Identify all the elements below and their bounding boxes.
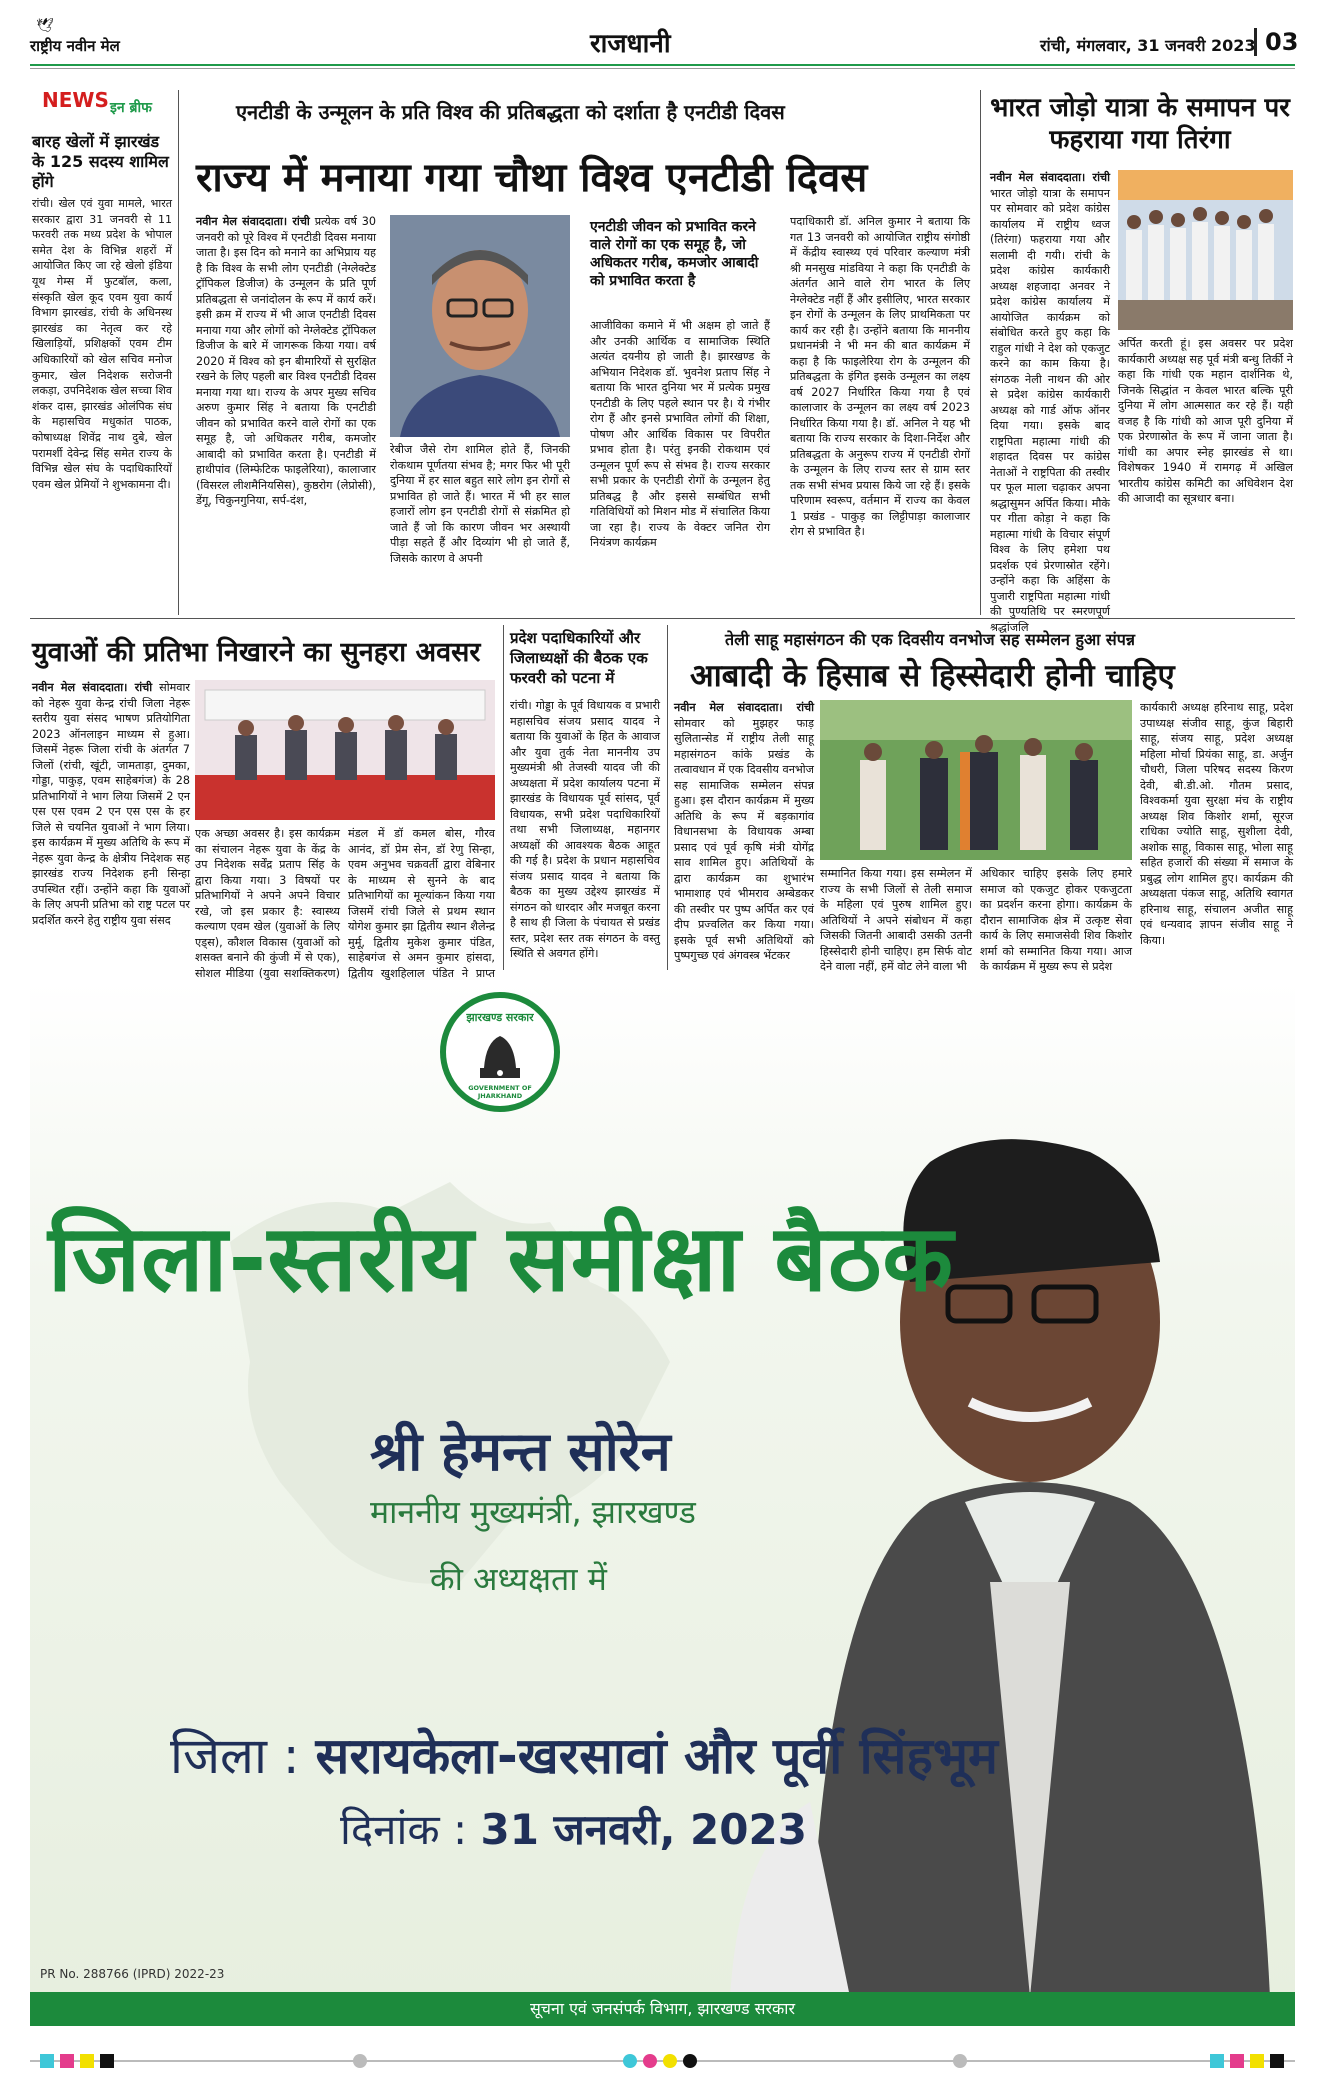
bjy-column-2: अर्पित करती हूं। इस अवसर पर प्रदेश कार्यकारी अध्यक्ष सह पूर्व मंत्री बन्धु तिर्की ने कहा कि गांधी एक महान दार्शनिक थे, जिनके सिद्धांत न केवल भारत बल्कि पूरी दुनिया में लोग आत्मसात कर रहे हैं। यही वजह है कि गांधी को आज पूरी दुनिया में एक प्रेरणास्रोत के रूप में जाना जाता है। गांधी का अपार स्नेह झारखंड से था। विशेषकर 1940 में रामगढ़ में अखिल भारतीय कांग्रेस कमिटी का अधिवेशन देश की आजादी का सूत्रधार बना।: [1118, 337, 1293, 505]
bjy-flag-photo: [1118, 170, 1293, 330]
ad-footer: सूचना एवं जनसंपर्क विभाग, झारखण्ड सरकार: [30, 1992, 1295, 2026]
column-divider: [503, 625, 504, 970]
crowd-illustration: [1118, 170, 1293, 330]
ad-title: जिला-स्तरीय समीक्षा बैठक: [48, 1205, 955, 1312]
bjy-column-1: [990, 170, 1110, 634]
ad-chief-minister-name: श्री हेमन्त सोरेन: [370, 1420, 671, 1483]
meeting-headline: प्रदेश पदाधिकारियों और जिलाध्यक्षों की बैठक एक फरवरी को पटना में: [510, 629, 648, 687]
ad-district-value: सरायकेला-खरसावां और पूर्वी सिंहभूम: [315, 1727, 998, 1785]
ntd-column-3: आजीविका कमाने में भी अक्षम हो जाते हैं और उनकी आर्थिक व सामाजिक स्थिति अत्यंत दयनीय हो जाती है। झारखण्ड के अभियान निदेशक डॉ. भुवनेश प्रताप सिंह ने बताया कि भारत दुनिया भर में प्रत्येक प्रमुख एनटीडी के लिए पहले स्थान पर है। ये गंभीर रोग हैं और इनसे प्रभावित लोगों की शिक्षा, पोषण और आर्थिक विकास पर विपरीत प्रभाव होता है। परंतु इनकी रोकथाम एवं उन्मूलन पूर्ण रूप से संभव है। राज्य सरकार सभी प्रकार के एनटीडी रोगों के उन्मूलन हेतु प्रतिबद्ध है और इससे सम्बंधित सभी गतिविधियों को मिशन मोड में संचालित किया जा रहा है। राज्य के वेक्टर जनित रोग नियंत्रण कार्यक्रम: [590, 319, 770, 549]
masthead-rule-thin: [30, 68, 1295, 69]
teli-headline: आबादी के हिसाब से हिस्सेदारी होनी चाहिए: [690, 658, 1175, 694]
ad-date-value: 31 जनवरी, 2023: [480, 1805, 807, 1854]
teli-column-2: सम्मानित किया गया। इस सम्मेलन में राज्य के सभी जिलों से तेली समाज के महिला एवं पुरुष शामिल हुए। अतिथियों ने अपने संबोधन में कहा जिसकी जितनी आबादी उसकी उतनी हिस्सेदारी होनी चाहिए। हम सिर्फ वोट देने वाला नहीं, हमें वोट लेने वाला भी: [820, 867, 972, 973]
teli-col1-text: सोमवार को मुझहर फाड़ सुलितान्सेड में राष्ट्रीय तेली साहू महासंगठन कांके प्रखंड के तत्वावधान में एक दिवसीय वनभोज सह सामाजिक सम्मेलन संपन्न हुआ। इस दौरान कार्यक्रम में मुख्य अतिथि के रूप में बड़कागांव विधानसभा के विधायक अम्बा प्रसाद एवं पूर्व कृषि मंत्री योगेंद्र साव शामिल हुए। अतिथियों के द्वारा कार्यक्रम का शुभारंभ भामाशाह एवं भीमराव अम्बेडकर की तस्वीर पर पुष्प अर्पित कर एवं दीप प्रज्वलित कर किया गया। इसके पूर्व सभी अतिथियों को पुष्पगुच्छ एवं अंगवस्त्र भेंटकर: [674, 716, 814, 962]
ntd-kicker: एनटीडी के उन्मूलन के प्रति विश्व की प्रतिबद्धता को दर्शाता है एनटीडी दिवस: [236, 100, 785, 124]
ad-pr-number: PR No. 288766 (IPRD) 2022-23: [40, 1967, 225, 1981]
section-title: राजधानी: [590, 29, 671, 59]
jharkhand-emblem: [440, 992, 560, 1112]
ntd-byline: नवीन मेल संवाददाता। रांची: [196, 215, 310, 228]
ntd-headline: राज्य में मनाया गया चौथा विश्व एनटीडी दिवस: [196, 155, 868, 201]
teli-column-3: अधिकार चाहिए इसके लिए हमारे समाज को एकजुट होकर एकजुटता का प्रदर्शन करना होगा। कार्यक्रम के दौरान सामाजिक क्षेत्र में उत्कृष्ट सेवा कार्य के लिए समाजसेवी शिव किशोर शर्मा को सम्मानित किया गया। आज के कार्यक्रम में मुख्य रूप से प्रदेश: [980, 867, 1132, 973]
emblem-top-text: झारखण्ड सरकार: [466, 1011, 534, 1024]
registration-strip: [30, 2052, 1295, 2070]
news-brief-headline: बारह खेलों में झारखंड के 125 सदस्य शामिल होंगे: [32, 132, 169, 191]
teli-column-4: कार्यकारी अध्यक्ष हरिनाथ साहू, प्रदेश उपाध्यक्ष संजीव साहू, कुंज बिहारी साहू, संजय साहू, प्रदेश अध्यक्ष महिला मोर्चा प्रियंका साहू, डा. अर्जुन चौधरी, जिला परिषद सदस्य किरण देवी, बी.डी.ओ. गौतम प्रसाद, विश्वकर्मा युवा सुरक्षा मंच के राष्ट्रीय अध्यक्ष शिव किशोर शर्मा, सूरज राधिका ज्योति साहू, सुशीला देवी, अशोक साहू, विकास साहू, भोला साहू सहित हजारों की संख्या में समाज के प्रबुद्ध लोग शामिल हुए। कार्यक्रम की अध्यक्षता पंकज साहू, अतिथि स्वागत हरिनाथ साहू, संचालन अजीत साहू एवं धन्यवाद ज्ञापन संजीव साहू ने किया।: [1140, 701, 1293, 947]
ntd-column-1: [196, 214, 376, 614]
section-divider: [30, 618, 1295, 619]
ntd-pullquote: एनटीडी जीवन को प्रभावित करने वाले रोगों का एक समूह है, जो अधिकतर गरीब, कमजोर आबादी को प्रभावित करता है: [590, 219, 759, 289]
column-divider: [980, 90, 981, 615]
bjy-col1-text: भारत जोड़ो यात्रा के समापन पर सोमवार को प्रदेश कांग्रेस कार्यालय में राष्ट्रीय ध्वज (तिरंगा) फहराया गया और सलामी दी गयी। रांची के प्रदेश कांग्रेस कार्यकारी अध्यक्ष शहजादा अनवर ने प्रदेश कांग्रेस कार्यालय में आयोजित कार्यक्रम को संबोधित करते हुए कहा कि राहुल गांधी ने देश को एकजुट करने का काम किया है। संगठक नेली नाथन की ओर से प्रदेश कांग्रेस कार्यकारी अध्यक्ष को गार्ड ऑफ ऑनर दिया गया। इसके बाद राष्ट्रपिता महात्मा गांधी की शहादत दिवस पर कांग्रेस नेताओं ने राष्ट्रपिता की तस्वीर पर फूल माला चढ़ाकर अपना श्रद्धासुमन अर्पित किया। मौके पर गीता कोड़ा ने कहा कि महात्मा गांधी के विचार संपूर्ण विश्व के लिए हमेशा पथ प्रदर्शक एवं प्रेरणास्रोत रहेंगे। उन्होंने कहा कि अहिंसा के पुजारी राष्ट्रपिता महात्मा गांधी की पुण्यतिथि पर स्मरणपूर्ण श्रद्धांजलि: [990, 186, 1110, 634]
masthead: [30, 18, 1299, 66]
meeting-illustration: [195, 680, 495, 820]
page-number: 03: [1254, 28, 1298, 56]
emblem-bottom-text: GOVERNMENT OF JHARKHAND: [468, 1084, 532, 1100]
youth-column-3: मंडल में डॉ कमल बोस, गौरव आनंद, डॉ प्रेम सेन, डॉ रेणु सिन्हा, एवम अनुभव चक्रवर्ती द्वारा वेबिनार के माध्यम से सुनने के बाद प्रतिभागियों का मूल्यांकन किया गया जिसमें रांची जिले से प्रथम स्थान योगेश कुमार झा द्वितीय स्थान शैलेन्द्र मुर्मू, द्वितीय मुकेश कुमार पंडित, साहेबगंज से अमन कुमार हांसदा, द्वितीय खुशहिलाल पंडित ने प्राप्त: [348, 827, 495, 980]
ad-date-line: [340, 1800, 807, 1857]
newspaper-logo: राष्ट्रीय नवीन मेल: [30, 37, 120, 55]
ntd-official-photo: [390, 215, 570, 437]
news-brief-logo: NEWS: [42, 88, 109, 112]
ashoka-emblem-icon: [472, 1028, 528, 1082]
column-divider: [178, 90, 179, 615]
bird-logo-icon: 🕊: [36, 18, 54, 34]
govt-advertisement: [30, 982, 1295, 2018]
ntd-column-2: रेबीज जैसे रोग शामिल होते हैं, जिनकी रोकथाम पूर्णतया संभव है; मगर फिर भी पूरी दुनिया में हर साल बहुत सारे लोग इन रोगों से प्रभावित हो जाते हैं। भारत में भी हर साल हजारों लोग इन एनटीडी रोगों से संक्रमित हो जाते हैं जो कि कारण जीवन भर अस्थायी पीड़ा सहते हैं और दिव्यांग भी हो जाते हैं, जिसके कारण वे अपनी: [390, 443, 570, 565]
youth-event-photo: [195, 680, 495, 820]
youth-col1-text: सोमवार को नेहरू युवा केन्द्र रांची जिला नेहरू स्तरीय युवा संसद भाषण प्रतियोगिता 2023 ऑनलाइन माध्यम से हुआ। जिसमें नेहरू जिला रांची के अंतर्गत 7 जिलों (रांची, खूंटी, जामताड़ा, दुमका, गोड्डा, पाकुड़, एवम साहेबगंज) के 28 प्रतिभागियों ने भाग लिया जिसमें 2 एन एस एस एवम 2 एन एस एस के हर जिले से चयनित युवाओं ने भाग लिया। इस कार्यक्रम में मुख्य अतिथि के रूप में नेहरू युवा केन्द्र के क्षेत्रीय निदेशक सह झारखंड राज्य निदेशक हनी सिन्हा उपस्थित रहीं। उन्होंने कहा कि युवाओं के लिए अपनी प्रतिभा को राष्ट्र पटल पर प्रदर्शित करने हेतु राष्ट्रीय युवा संसद: [32, 681, 190, 927]
ntd-col1-text: प्रत्येक वर्ष 30 जनवरी को पूरे विश्व में एनटीडी दिवस मनाया जाता है। इस दिन को मनाने का अभिप्राय यह है कि विश्व के सभी लोग एनटीडी (नेग्लेक्टेड ट्रॉपिकल डिजीज) के उन्मूलन के प्रति पूर्ण प्रतिबद्धता से जनांदोलन के रूप में कार्य करें। इसी क्रम में राज्य में भी आज एनटीडी दिवस मनाया गया और लोगों को नेग्लेक्टेड ट्रॉपिकल डिजीज के बारे में जागरूक किया गया। वर्ष 2020 में विश्व को इन बीमारियों से सुरक्षित रखने के लिए पहली बार विश्व एनटीडी दिवस मनाया गया था। राज्य के अपर मुख्य सचिव अरुण कुमार सिंह ने बताया कि एनटीडी जीवन को प्रभावित करने वाले रोगों का एक समूह है, जो अधिकतर गरीब, कमजोर आबादी को प्रभावित करता है। एनटीडी में हाथीपांव (लिम्फेटिक फाइलेरिया), कालाजार (विसरल लीशमैनियसिस), कुष्ठरोग (लेप्रोसी), डेंगू, चिकुनगुनिया, सर्प-दंश,: [196, 215, 376, 507]
column-divider: [667, 625, 668, 970]
ntd-column-4: पदाधिकारी डॉ. अनिल कुमार ने बताया कि गत 13 जनवरी को आयोजित राष्ट्रीय संगोष्ठी में केंद्रीय स्वास्थ्य एवं परिवार कल्याण मंत्री श्री मनसुख मांडविया ने कहा कि एनटीडी के अंतर्गत आने वाले रोग भारत के लिए नेग्लेक्टेड नहीं हैं और इसीलिए, भारत सरकार इन रोगों के उन्मूलन के लिए प्राथमिकता पर कार्य कर रही है। उन्होंने बताया कि माननीय प्रधानमंत्री ने भी मन की बात कार्यक्रम में कहा है कि फाइलेरिया रोग के उन्मूलन की प्रतिबद्धता के इंगित इसके उन्मूलन का लक्ष्य वर्ष 2027 निर्धारित किया गया है एवं कालाजार के उन्मूलन का लक्ष्य वर्ष 2023 निर्धारित किया गया है। डॉ. अनिल ने यह भी बताया कि राज्य सरकार के दिशा-निर्देश और प्रतिबद्धता के अनुरूप राज्य में एनटीडी रोगों के उन्मूलन के लिए राज्य स्तर से ग्राम स्तर तक सभी संभव प्रयास किये जा रहे हैं। इसके परिणाम स्वरूप, वर्तमान में राज्य का केवल 1 प्रखंड - पाकुड़ का लिट्टीपाड़ा कालाजार रोग से प्रभावित है।: [790, 215, 970, 538]
news-brief-label: इन ब्रीफ: [110, 100, 152, 116]
ad-district-label: जिला :: [170, 1727, 300, 1785]
ad-presiding-text: की अध्यक्षता में: [430, 1560, 607, 1598]
teli-event-photo: [820, 700, 1132, 860]
ad-role: माननीय मुख्यमंत्री, झारखण्ड: [370, 1493, 696, 1531]
teli-column-1: [674, 700, 814, 970]
ad-district-line: [170, 1720, 998, 1788]
masthead-rule: [30, 64, 1295, 66]
youth-headline: युवाओं की प्रतिभा निखारने का सुनहरा अवसर: [32, 637, 481, 668]
issue-date: रांची, मंगलवार, 31 जनवरी 2023: [1040, 36, 1256, 55]
teli-byline: नवीन मेल संवाददाता। रांची: [674, 701, 814, 714]
youth-column-1: [32, 680, 190, 970]
bjy-byline: नवीन मेल संवाददाता। रांची: [990, 171, 1110, 184]
bjy-headline: भारत जोड़ो यात्रा के समापन पर फहराया गया तिरंगा: [990, 93, 1290, 155]
youth-byline: नवीन मेल संवाददाता। रांची: [32, 681, 153, 694]
portrait-illustration: [390, 215, 570, 437]
ceremony-illustration: [820, 700, 1132, 860]
meeting-body: रांची। गोड्डा के पूर्व विधायक व प्रभारी महासचिव संजय प्रसाद यादव ने बताया कि युवाओं के हित के आवाज और युवा तुर्क नेता माननीय उप मुख्यमंत्री श्री तेजस्वी यादव जी की अध्यक्षता में प्रदेश कार्यालय पटना में झारखंड के विधायक पूर्व सांसद, पूर्व विधायक, सभी प्रदेश पदाधिकारियों तथा सभी जिलाध्यक्ष, महानगर अध्यक्षों की आवश्यक बैठक आहूत की गई है। प्रदेश के प्रधान महासचिव संजय प्रसाद यादव ने बताया कि बैठक का मुख्य उद्देश्य झारखंड में संगठन को धारदार और मजबूत करना है साथ ही जिला के पंचायत से प्रखंड स्तर, प्रदेश स्तर तक संगठन के वस्तु स्थिति से अवगत होंगे।: [510, 699, 660, 960]
news-brief-body: रांची। खेल एवं युवा मामले, भारत सरकार द्वारा 31 जनवरी से 11 फरवरी तक मध्य प्रदेश के भोपाल समेत देश के विभिन्न शहरों में आयोजित किए जा रहे खेलो इंडिया यूथ गेम्स में फुटबॉल, कला, संस्कृति खेल कूद एवम युवा कार्य विभाग झारखंड, रांची के अधिनस्थ झारखंड का नेतृत्व कर रहे खिलाड़ियों, प्रशिक्षकों एवम टीम अधिकारियों को खेल सचिव मनोज कुमार, खेल निदेशक सरोजनी लकड़ा, उपनिदेशक खेल सच्चा शिव शंकर दास, झारखंड ओलंपिक संघ के महासचिव मधुकांत पाठक, कोषाध्यक्ष शिवेंद्र नाथ दुबे, खेल परामर्शी देवेन्द्र सिंह समेत राज्य के विभिन्न खेल संघ के पदाधिकारियों एवम खेल प्रेमियों ने शुभकामना दी।: [32, 197, 172, 491]
teli-kicker: तेली साहू महासंगठन की एक दिवसीय वनभोज सह सम्मेलन हुआ संपन्न: [725, 630, 1135, 649]
youth-column-2: एक अच्छा अवसर है। इस कार्यक्रम का संचालन नेहरू युवा के केंद्र के उप निदेशक सर्वेंद्र प्रताप सिंह के द्वारा किया गया। 3 विषयों पर प्रतिभागियों ने अपने अपने विचार रखे, जो इस प्रकार है: स्वास्थ्य कल्याण एवम खेल (युवाओं के लिए एड्स), कौशल विकास (युवाओं को शसक्त बनाने की कुंजी में से एक), सोशल मीडिया (युवा सशक्तिकरण): [195, 827, 340, 980]
ad-date-label: दिनांक :: [340, 1805, 468, 1854]
